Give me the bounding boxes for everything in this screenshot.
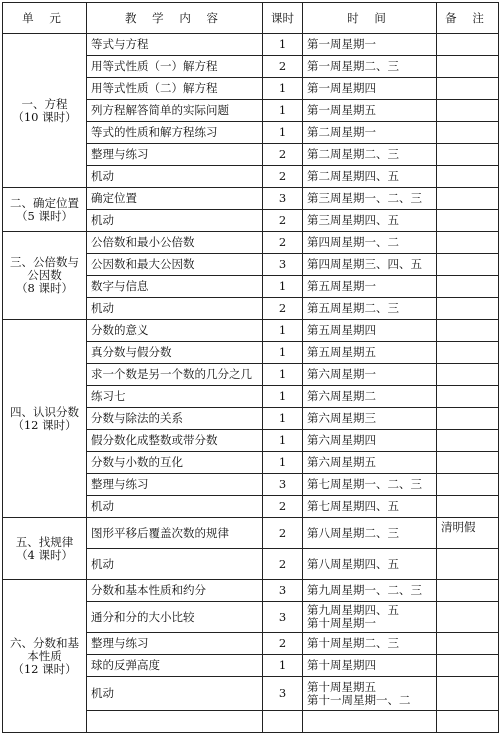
lesson-time-line: 第四周星期一、二 [307, 235, 399, 249]
lesson-time-cell [303, 188, 437, 210]
lesson-content-cell: 分数的意义 [87, 320, 263, 342]
lesson-hours-cell: 2 [263, 56, 303, 78]
lesson-note-cell [437, 56, 499, 78]
lesson-time-line: 第五周星期二、三 [307, 301, 399, 315]
lesson-content-cell: 等式的性质和解方程练习 [87, 122, 263, 144]
lesson-time-line: 第一周星期二、三 [307, 59, 399, 73]
lesson-hours-cell: 1 [263, 655, 303, 677]
lesson-hours-cell: 2 [263, 232, 303, 254]
table-row [3, 320, 499, 342]
lesson-time-line: 第五周星期四 [307, 323, 376, 337]
lesson-content-cell: 机动 [87, 210, 263, 232]
lesson-hours-cell: 3 [263, 602, 303, 633]
unit-name-line: 四、认识分数 [10, 404, 79, 419]
lesson-time-cell [303, 580, 437, 602]
lesson-time-line: 第一周星期四 [307, 81, 376, 95]
lesson-time-cell [303, 276, 437, 298]
lesson-time-cell [303, 474, 437, 496]
unit-name-cell [3, 580, 87, 733]
lesson-time-line: 第六周星期一 [307, 367, 376, 381]
lesson-content-cell: 整理与练习 [87, 144, 263, 166]
lesson-time-line: 第六周星期五 [307, 455, 376, 469]
lesson-time-cell [303, 342, 437, 364]
lesson-time-cell [303, 452, 437, 474]
lesson-time-line: 第三周星期四、五 [307, 213, 399, 227]
lesson-time-line: 第一周星期一 [307, 37, 376, 51]
lesson-hours-cell: 1 [263, 386, 303, 408]
unit-name-line: （5 课时） [16, 208, 73, 223]
lesson-content-cell: 机动 [87, 166, 263, 188]
lesson-hours-cell: 2 [263, 518, 303, 549]
lesson-time-cell [303, 56, 437, 78]
unit-name-line: （4 课时） [16, 547, 73, 562]
lesson-note-cell [437, 655, 499, 677]
lesson-time-line: 第六周星期三 [307, 411, 376, 425]
lesson-time-line: 第二周星期四、五 [307, 169, 399, 183]
lesson-hours-cell: 2 [263, 496, 303, 518]
lesson-time-cell [303, 496, 437, 518]
lesson-content-cell: 通分和分的大小比较 [87, 602, 263, 633]
lesson-content-cell: 公倍数和最小公倍数 [87, 232, 263, 254]
lesson-time-line: 第二周星期二、三 [307, 147, 399, 161]
lesson-time-line: 第五周星期一 [307, 279, 376, 293]
unit-name-line: （12 课时） [12, 661, 77, 676]
lesson-note-cell [437, 122, 499, 144]
lesson-note-cell [437, 100, 499, 122]
lesson-content-cell: 练习七 [87, 386, 263, 408]
lesson-time-line: 第八周星期二、三 [307, 525, 399, 540]
header-content: 教 学 内 容 [87, 3, 263, 34]
lesson-hours-cell: 1 [263, 78, 303, 100]
lesson-content-cell: 求一个数是另一个数的几分之几 [87, 364, 263, 386]
lesson-note-cell [437, 677, 499, 711]
lesson-note-cell [437, 452, 499, 474]
lesson-hours-cell: 1 [263, 342, 303, 364]
lesson-note-cell [437, 602, 499, 633]
lesson-hours-cell: 1 [263, 34, 303, 56]
lesson-time-cell [303, 254, 437, 276]
lesson-note-cell [437, 474, 499, 496]
unit-name-line: 二、确定位置 [10, 195, 79, 210]
lesson-time-cell [303, 298, 437, 320]
header-time: 时 间 [303, 3, 437, 34]
lesson-time-line: 第十周星期二、三 [307, 636, 399, 650]
lesson-time-cell [303, 408, 437, 430]
lesson-hours-cell: 1 [263, 276, 303, 298]
lesson-time-cell [303, 166, 437, 188]
lesson-time-line: 第十周星期四 [307, 658, 376, 672]
lesson-note-cell [437, 144, 499, 166]
lesson-hours-cell: 3 [263, 677, 303, 711]
lesson-hours-cell: 3 [263, 254, 303, 276]
lesson-note-cell [437, 711, 499, 733]
lesson-note-cell [437, 408, 499, 430]
lesson-time-cell [303, 430, 437, 452]
lesson-hours-cell: 2 [263, 144, 303, 166]
unit-name-line: 一、方程 [21, 96, 68, 111]
lesson-time-line: 第七周星期一、二、三 [307, 477, 422, 491]
lesson-note-cell [437, 210, 499, 232]
lesson-time-cell [303, 549, 437, 580]
lesson-time-cell [303, 210, 437, 232]
lesson-time-line: 第九周星期四、五 [307, 603, 399, 617]
lesson-hours-cell: 1 [263, 452, 303, 474]
lesson-content-cell: 列方程解答简单的实际问题 [87, 100, 263, 122]
lesson-note-cell [437, 549, 499, 580]
table-row [3, 518, 499, 549]
lesson-content-cell: 确定位置 [87, 188, 263, 210]
lesson-hours-cell: 1 [263, 100, 303, 122]
lesson-time-line: 第五周星期五 [307, 345, 376, 359]
lesson-content-cell: 数字与信息 [87, 276, 263, 298]
lesson-content-cell: 机动 [87, 677, 263, 711]
lesson-hours-cell: 1 [263, 364, 303, 386]
unit-name-cell [3, 232, 87, 320]
lesson-note-cell [437, 386, 499, 408]
lesson-hours-cell: 2 [263, 166, 303, 188]
lesson-content-cell: 公因数和最大公因数 [87, 254, 263, 276]
unit-name-cell [3, 518, 87, 580]
lesson-content-cell: 分数与小数的互化 [87, 452, 263, 474]
lesson-time-line: 第十周星期一 [307, 616, 376, 630]
lesson-content-cell: 分数和基本性质和约分 [87, 580, 263, 602]
lesson-time-cell [303, 34, 437, 56]
schedule-body [3, 34, 499, 733]
lesson-time-line: 第四周星期三、四、五 [307, 257, 422, 271]
lesson-time-line: 第六周星期二 [307, 389, 376, 403]
lesson-content-cell: 图形平移后覆盖次数的规律 [87, 518, 263, 549]
lesson-note-cell [437, 342, 499, 364]
lesson-time-cell [303, 320, 437, 342]
lesson-hours-cell: 1 [263, 320, 303, 342]
lesson-content-cell: 机动 [87, 496, 263, 518]
lesson-time-cell [303, 711, 437, 733]
lesson-content-cell: 机动 [87, 549, 263, 580]
lesson-note-cell [437, 188, 499, 210]
lesson-note-cell [437, 78, 499, 100]
lesson-hours-cell: 2 [263, 549, 303, 580]
unit-name-line: （8 课时） [16, 281, 73, 295]
table-row [3, 188, 499, 210]
lesson-time-cell [303, 655, 437, 677]
unit-name-cell [3, 34, 87, 188]
lesson-note-cell [437, 166, 499, 188]
lesson-note-cell [437, 364, 499, 386]
lesson-content-cell: 用等式性质（一）解方程 [87, 56, 263, 78]
lesson-time-line: 第一周星期五 [307, 103, 376, 117]
lesson-time-cell [303, 122, 437, 144]
lesson-time-cell [303, 78, 437, 100]
unit-name-line: 五、找规律 [15, 534, 74, 549]
lesson-note-cell [437, 496, 499, 518]
unit-name-line: 六、分数和基 [10, 635, 79, 650]
lesson-hours-cell: 1 [263, 430, 303, 452]
lesson-hours-cell: 2 [263, 210, 303, 232]
header-hours: 课时 [263, 3, 303, 34]
lesson-content-cell: 整理与练习 [87, 633, 263, 655]
lesson-time-cell [303, 144, 437, 166]
lesson-time-cell [303, 100, 437, 122]
lesson-hours-cell: 3 [263, 474, 303, 496]
header-unit: 单 元 [3, 3, 87, 34]
lesson-time-line: 第二周星期一 [307, 125, 376, 139]
header-row [3, 3, 499, 34]
lesson-time-line: 第八周星期四、五 [307, 556, 399, 571]
lesson-time-line: 第九周星期一、二、三 [307, 583, 422, 597]
lesson-time-cell [303, 677, 437, 711]
lesson-hours-cell: 2 [263, 298, 303, 320]
unit-name-line: （12 课时） [12, 417, 77, 432]
lesson-note-cell [437, 320, 499, 342]
lesson-hours-cell: 2 [263, 633, 303, 655]
lesson-time-cell [303, 386, 437, 408]
lesson-note-cell [437, 298, 499, 320]
lesson-note-cell [437, 276, 499, 298]
lesson-note-cell [437, 232, 499, 254]
lesson-content-cell: 分数与除法的关系 [87, 408, 263, 430]
lesson-time-line: 第七周星期四、五 [307, 499, 399, 513]
lesson-note-cell [437, 633, 499, 655]
lesson-time-cell [303, 633, 437, 655]
lesson-content-cell: 用等式性质（二）解方程 [87, 78, 263, 100]
unit-name-cell [3, 188, 87, 232]
lesson-time-cell [303, 602, 437, 633]
lesson-time-cell [303, 518, 437, 549]
table-row [3, 34, 499, 56]
lesson-content-cell: 机动 [87, 298, 263, 320]
lesson-time-line: 第三周星期一、二、三 [307, 191, 422, 205]
lesson-content-cell: 等式与方程 [87, 34, 263, 56]
lesson-content-cell [87, 711, 263, 733]
lesson-note-cell [437, 430, 499, 452]
unit-name-line: （10 课时） [12, 109, 77, 124]
teaching-schedule-table [2, 2, 499, 733]
table-row [3, 580, 499, 602]
table-row [3, 232, 499, 254]
lesson-content-cell: 假分数化成整数或带分数 [87, 430, 263, 452]
lesson-note-cell [437, 254, 499, 276]
unit-name-line: 公因数 [27, 268, 62, 282]
lesson-time-cell [303, 232, 437, 254]
lesson-hours-cell: 1 [263, 122, 303, 144]
lesson-content-cell: 球的反弹高度 [87, 655, 263, 677]
lesson-note-cell: 清明假 [437, 518, 499, 549]
header-notes: 备 注 [437, 3, 499, 34]
lesson-time-line: 第十一周星期一、二 [307, 692, 411, 707]
lesson-hours-cell: 1 [263, 408, 303, 430]
lesson-note-cell [437, 580, 499, 602]
lesson-time-cell [303, 364, 437, 386]
lesson-hours-cell [263, 711, 303, 733]
lesson-content-cell: 真分数与假分数 [87, 342, 263, 364]
lesson-time-line: 第十周星期五 [307, 679, 376, 694]
lesson-note-cell [437, 34, 499, 56]
lesson-content-cell: 整理与练习 [87, 474, 263, 496]
lesson-time-line: 第六周星期四 [307, 433, 376, 447]
lesson-hours-cell: 3 [263, 580, 303, 602]
unit-name-line: 本性质 [27, 648, 62, 663]
unit-name-line: 三、公倍数与 [10, 255, 79, 269]
lesson-hours-cell: 3 [263, 188, 303, 210]
unit-name-cell [3, 320, 87, 518]
